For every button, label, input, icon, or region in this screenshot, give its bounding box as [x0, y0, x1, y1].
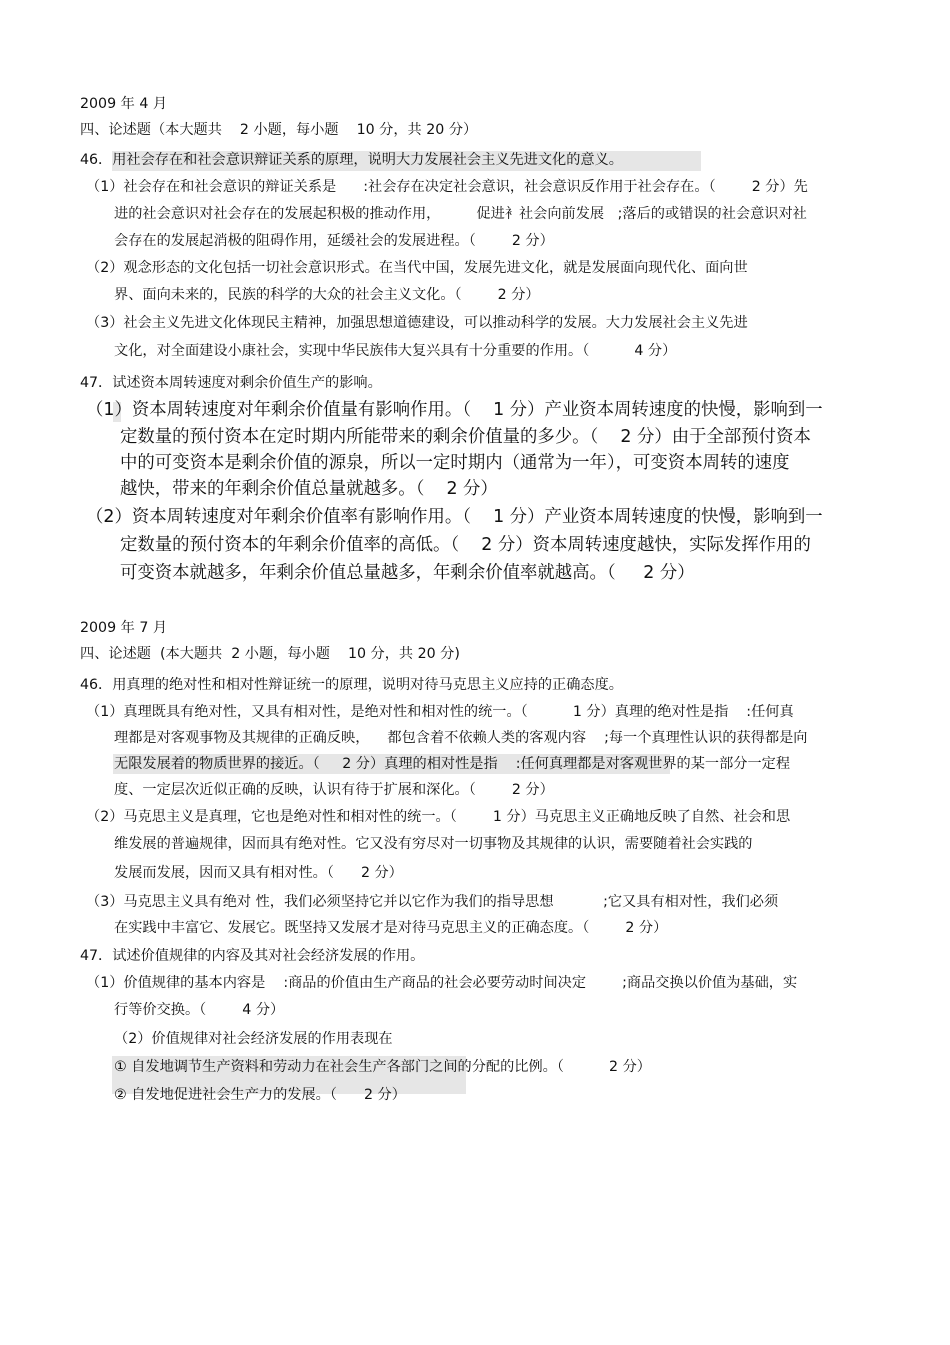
section-header: 四、论述题（本大题共 2 小题，每小题 10 分，共 20 分） — [80, 122, 478, 138]
answer-line: （2）价值规律对社会经济发展的作用表现在 — [114, 1031, 393, 1047]
answer-line: 可变资本就越多，年剩余价值总量越多，年剩余价值率就越高。（ 2 分） — [120, 563, 695, 583]
answer-line: （3）社会主义先进文化体现民主精神，加强思想道德建设，可以推动科学的发展。大力发展社会主义先进 — [86, 315, 748, 331]
answer-line: 理都是对客观事物及其规律的正确反映， 都包含着不依赖人类的客观内容 ;每一个真理性认识的获得都是向 — [114, 730, 808, 746]
answer-line: 界、面向未来的，民族的科学的大众的社会主义文化。（ 2 分） — [114, 287, 540, 303]
section-date: 2009 年 4 月 — [80, 96, 168, 112]
answer-line: （2）马克思主义是真理，它也是绝对性和相对性的统一。（ 1 分）马克思主义正确地反映了自然、社会和思 — [86, 809, 791, 825]
answer-line: 维发展的普遍规律，因而具有绝对性。它又没有穷尽对一切事物及其规律的认识，需要随着社会实践的 — [114, 836, 753, 852]
question-title: 46．用真理的绝对性和相对性辩证统一的原理，说明对待马克思主义应持的正确态度。 — [80, 677, 623, 693]
answer-line: 在实践中丰富它、发展它。既坚持又发展才是对待马克思主义的正确态度。（ 2 分） — [114, 920, 668, 936]
answer-line: ① 自发地调节生产资料和劳动力在社会生产各部门之间的分配的比例。（ 2 分） — [114, 1059, 651, 1075]
answer-line: （3）马克思主义具有绝对 性，我们必须坚持它并以它作为我们的指导思想 ;它又具有相对性，我们必须 — [86, 894, 779, 910]
answer-line: 定数量的预付资本的年剩余价值率的高低。（ 2 分）资本周转速度越快，实际发挥作用的 — [120, 535, 811, 555]
section-header: 四、论述题 (本大题共 2 小题，每小题 10 分，共 20 分) — [80, 646, 460, 662]
answer-line: 无限发展着的物质世界的接近。（ 2 分）真理的相对性是指 :任何真理都是对客观世界的某一部分一定程 — [114, 756, 791, 772]
answer-line: 会存在的发展起消极的阻碍作用，延缓社会的发展进程。（ 2 分） — [114, 233, 554, 249]
answer-line: 发展而发展，因而又具有相对性。（ 2 分） — [114, 865, 403, 881]
answer-line: （1）资本周转速度对年剩余价值量有影响作用。（ 1 分）产业资本周转速度的快慢，影响到一 — [86, 400, 823, 420]
question-title: 47．试述价值规律的内容及其对社会经济发展的作用。 — [80, 948, 425, 964]
answer-line: 行等价交换。（ 4 分） — [114, 1002, 285, 1018]
answer-line: 文化，对全面建设小康社会，实现中华民族伟大复兴具有十分重要的作用。（ 4 分） — [114, 343, 677, 359]
section-date: 2009 年 7 月 — [80, 620, 168, 636]
answer-line: ② 自发地促进社会生产力的发展。（ 2 分） — [114, 1087, 406, 1103]
answer-line: （2）资本周转速度对年剩余价值率有影响作用。（ 1 分）产业资本周转速度的快慢，影响到一 — [86, 507, 823, 527]
answer-line: （1）社会存在和社会意识的辩证关系是 :社会存在决定社会意识，社会意识反作用于社会存在。（ 2 分）先 — [86, 179, 808, 195]
answer-line: 越快，带来的年剩余价值总量就越多。（ 2 分） — [120, 479, 498, 499]
answer-line: 度、一定层次近似正确的反映，认识有待于扩展和深化。（ 2 分） — [114, 782, 554, 798]
question-title: 46．用社会存在和社会意识辩证关系的原理，说明大力发展社会主义先进文化的意义。 — [80, 152, 623, 168]
answer-line: 中的可变资本是剩余价值的源泉，所以一定时期内（通常为一年），可变资本周转的速度 — [120, 453, 790, 473]
answer-line: （1）真理既具有绝对性，又具有相对性，是绝对性和相对性的统一。（ 1 分）真理的绝对性是指 :任何真 — [86, 704, 794, 720]
answer-line: 定数量的预付资本在定时期内所能带来的剩余价值量的多少。（ 2 分）由于全部预付资本 — [120, 427, 811, 447]
answer-line: （2）观念形态的文化包括一切社会意识形式。在当代中国，发展先进文化，就是发展面向现代化、面向世 — [86, 260, 748, 276]
question-title: 47．试述资本周转速度对剩余价值生产的影响。 — [80, 375, 382, 391]
answer-line: 进的社会意识对社会存在的发展起积极的推动作用， 促进衤社会向前发展 ;落后的或错误的社会意识对社 — [114, 206, 807, 222]
answer-line: （1）价值规律的基本内容是 :商品的价值由生产商品的社会必要劳动时间决定 ;商品交换以价值为基础，实 — [86, 975, 798, 991]
